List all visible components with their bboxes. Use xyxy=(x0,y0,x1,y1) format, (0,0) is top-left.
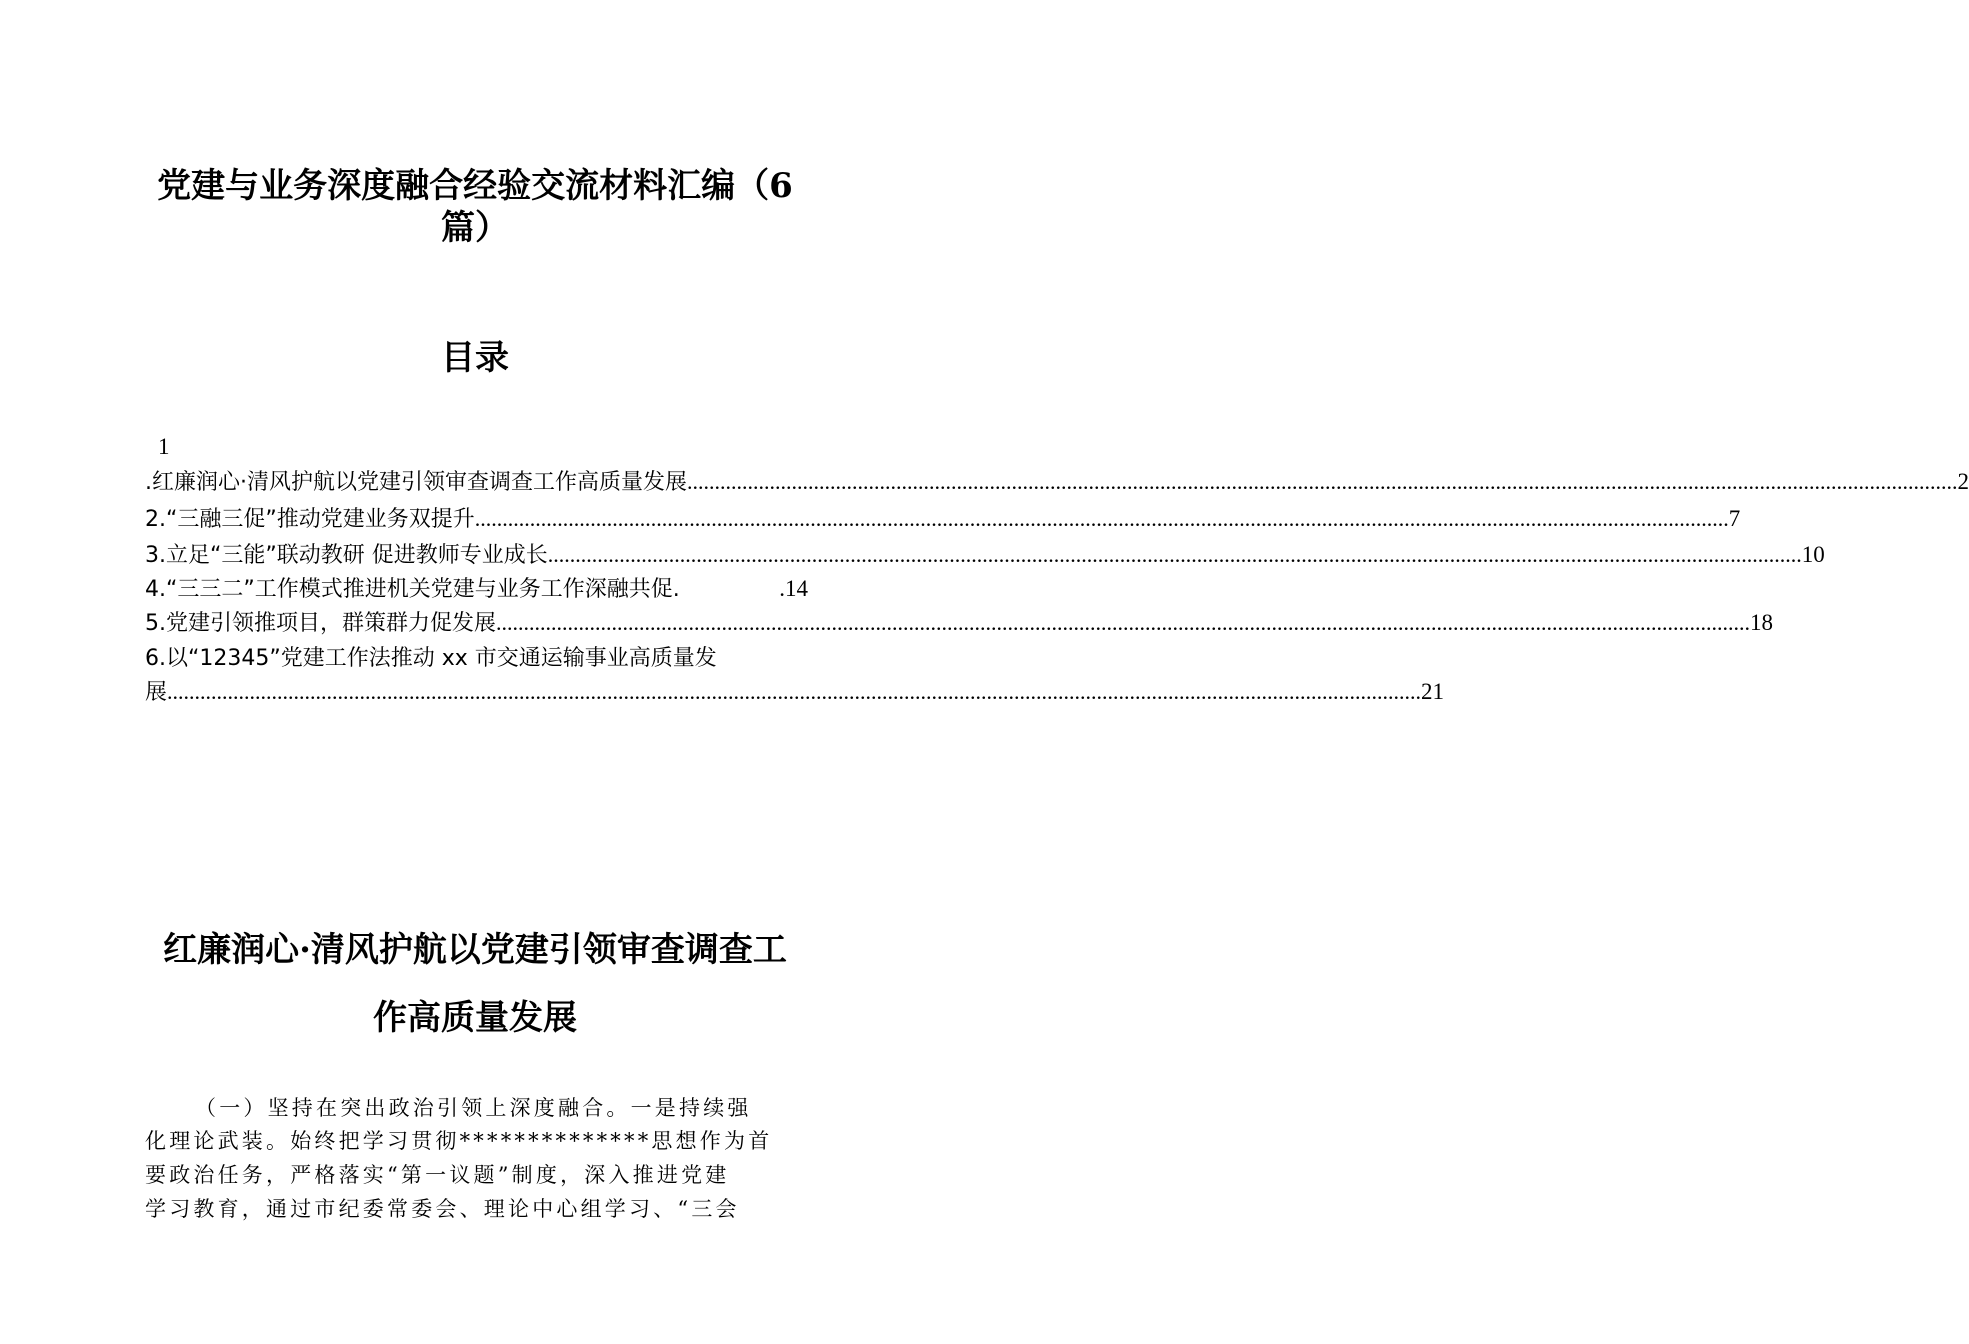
toc-entry-text: 展 xyxy=(145,680,168,705)
toc-entry-1[interactable] xyxy=(145,467,1969,497)
toc-page-number: 21 xyxy=(1421,679,1445,704)
toc-leader-dots xyxy=(548,540,1802,570)
toc-page-number: 18 xyxy=(1750,610,1773,635)
document-title-line-1: 党建与业务深度融合经验交流材料汇编（6 xyxy=(157,166,793,206)
toc-page-number: 7 xyxy=(1728,506,1741,531)
toc-entry-text: 5.党建引领推项目，群策群力促发展 xyxy=(145,611,496,636)
toc-entry-5[interactable] xyxy=(145,608,1773,638)
toc-leader-dots xyxy=(475,504,1729,534)
toc-heading: 目录 xyxy=(441,338,509,378)
toc-leader-dots xyxy=(167,677,1421,707)
toc-entry-text: 3.立足“三能”联动教研 促进教师专业成长 xyxy=(145,543,548,568)
toc-entry-text: 6.以“12345”党建工作法推动 xx 市交通运输事业高质量发 xyxy=(145,646,717,671)
body-paragraph-line-2: 化理论武装。始终把学习贯彻**************思想作为首 xyxy=(145,1129,773,1153)
toc-entry-text: 2.“三融三促”推动党建业务双提升 xyxy=(145,507,475,532)
body-paragraph-line-3: 要政治任务，严格落实“第一议题”制度，深入推进党建 xyxy=(145,1163,730,1187)
toc-entry-3[interactable] xyxy=(145,540,1825,570)
toc-leading-number: 1 xyxy=(158,434,170,459)
toc-page-number: .14 xyxy=(779,576,808,601)
document-title-line-2: 篇） xyxy=(441,208,509,248)
toc-entry-text: .红廉润心·清风护航以党建引领审查调查工作高质量发展 xyxy=(145,470,687,495)
toc-leader-dots xyxy=(496,608,1750,638)
body-paragraph-line-4: 学习教育，通过市纪委常委会、理论中心组学习、“三会 xyxy=(145,1197,740,1221)
toc-entry-2[interactable] xyxy=(145,504,1741,534)
toc-entry-text: 4.“三三二”工作模式推进机关党建与业务工作深融共促. xyxy=(145,577,680,602)
toc-entry-6[interactable] xyxy=(145,644,808,674)
toc-entry-6-continued[interactable] xyxy=(145,677,1445,707)
toc-page-number: 10 xyxy=(1801,542,1825,567)
body-paragraph-line-1: （一）坚持在突出政治引领上深度融合。一是持续强 xyxy=(195,1096,752,1120)
toc-leader-dots: ..... ... xyxy=(687,467,1958,497)
toc-page-number: 2 xyxy=(1957,469,1969,494)
section-title-line-1: 红廉润心·清风护航以党建引领审查调查工 xyxy=(163,930,787,970)
toc-entry-4[interactable] xyxy=(145,574,808,604)
section-title-line-2: 作高质量发展 xyxy=(373,998,577,1038)
